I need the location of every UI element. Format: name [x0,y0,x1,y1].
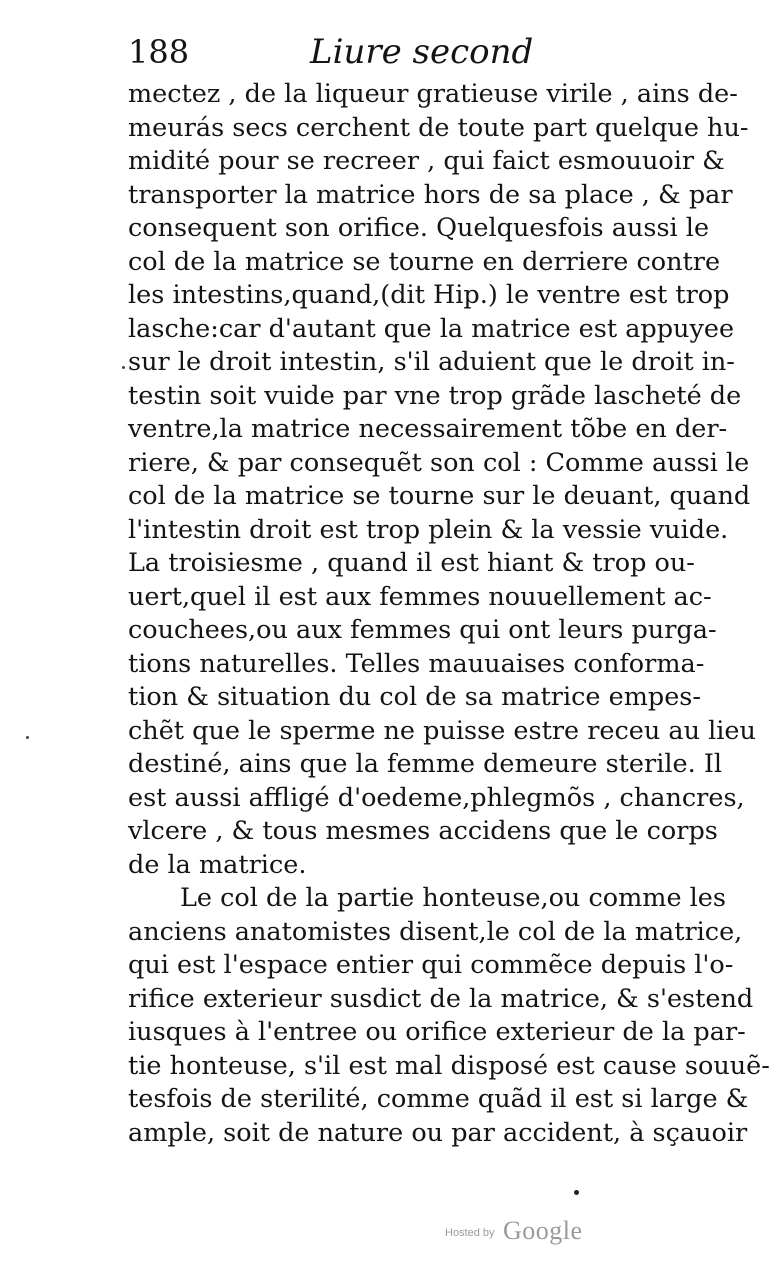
text-line: ventre,la matrice necessairement tõbe en der- [128,414,728,444]
text-line: tion & situation du col de sa matrice empes- [128,682,701,712]
text-line: rifice exterieur susdict de la matrice, & s'estend [128,983,754,1014]
margin-speck [122,366,125,369]
body-text [128,78,770,1150]
text-line: couchees,ou aux femmes qui ont leurs purga- [128,615,717,645]
text-line: vlcere , & tous mesmes accidens que le corps [128,816,718,846]
text-line: meurás secs cerchent de toute part quelque hu- [128,112,749,143]
text-line: les intestins,quand,(dit Hip.) le ventre est trop [128,280,730,310]
text-line: mectez , de la liqueur gratieuse virile , ains de- [128,79,738,109]
page-header [128,28,668,76]
page-number: 188 [128,33,190,71]
margin-speck [26,736,29,739]
text-line: midité pour se recreer , qui faict esmouuoir & [128,146,725,176]
text-line: tions naturelles. Telles mauuaises conforma- [128,648,705,679]
text-line: chẽt que le sperme ne puisse estre receu au lieu [128,715,756,746]
hosted-by-google-watermark [445,1216,583,1246]
text-line: anciens anatomistes disent,le col de la matrice, [128,916,743,947]
text-line: l'intestin droit est trop plein & la vessie vuide. [128,514,729,545]
text-line: est aussi affligé d'oedeme,phlegmõs , chancres, [128,782,745,813]
running-title: Liure second [310,32,534,72]
text-line: de la matrice. [128,849,307,880]
text-line: col de la matrice se tourne sur le deuant, quand [128,481,751,511]
text-line: ample, soit de nature ou par accident, à sçauoir [128,1117,748,1148]
paragraph [128,78,756,882]
hosted-by-label: Hosted by [445,1227,495,1239]
text-line: riere, & par consequẽt son col : Comme aussi le [128,447,750,478]
text-line: transporter la matrice hors de sa place , & par [128,179,733,210]
text-line: La troisiesme , quand il est hiant & trop ou- [128,548,695,578]
text-line: sur le droit intestin, s'il aduient que le droit in- [128,347,735,377]
text-line: iusques à l'entree ou orifice exterieur de la par- [128,1017,746,1047]
text-line: col de la matrice se tourne en derriere contre [128,246,721,277]
text-line: testin soit vuide par vne trop grãde lascheté de [128,380,742,411]
google-logo: Google [502,1216,583,1245]
text-line: tie honteuse, s'il est mal disposé est cause souuẽ- [128,1050,770,1081]
text-line: destiné, ains que la femme demeure sterile. Il [128,749,723,779]
text-line: uert,quel il est aux femmes nouuellement ac- [128,581,712,612]
text-line: consequent son orifice. Quelquesfois aussi le [128,213,710,243]
text-line: qui est l'espace entier qui commẽce depuis l'o- [128,950,734,980]
text-line: Le col de la partie honteuse,ou comme les [180,883,726,913]
text-line: lasche:car d'autant que la matrice est appuyee [128,313,735,344]
paragraph [128,882,770,1150]
page-dot [574,1190,579,1195]
text-line: tesfois de sterilité, comme quãd il est si large & [128,1084,749,1114]
